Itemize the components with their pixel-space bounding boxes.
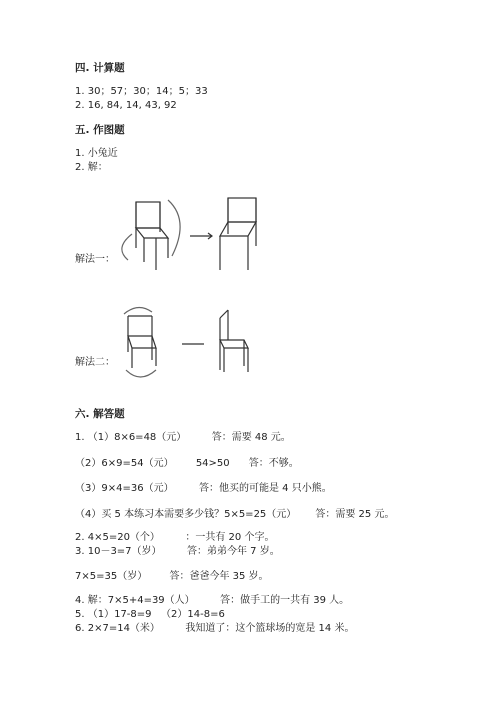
section4-line-1: 1. 30；57；30；14；5；33 xyxy=(75,86,208,97)
section4-line-2: 2. 16, 84, 14, 43, 92 xyxy=(75,100,177,111)
right-chair-icon xyxy=(220,310,248,372)
left-chair-icon xyxy=(128,316,156,368)
answer-line-6: 3. 10－3=7（岁） 答：弟弟今年 7 岁。 xyxy=(75,546,280,557)
answer-line-7: 7×5=35（岁） 答：爸爸今年 35 岁。 xyxy=(75,571,269,582)
rotation-arrow-icon xyxy=(126,370,156,377)
right-chair-icon xyxy=(220,198,256,270)
answer-line-1: 1. （1）8×6=48（元） 答：需要 48 元。 xyxy=(75,432,291,443)
answer-line-9: 5. （1）17-8=9 （2）14-8=6 xyxy=(75,609,225,620)
answer-line-4: （4）买 5 本练习本需要多少钱？5×5=25（元） 答：需要 25 元。 xyxy=(75,509,395,520)
method2-label: 解法二： xyxy=(75,357,115,368)
left-chair-icon xyxy=(136,202,168,270)
answer-line-2: （2）6×9=54（元） 54>50 答：不够。 xyxy=(75,458,299,469)
chair-rotation-figure-1 xyxy=(112,190,272,272)
rotation-arrow-icon xyxy=(122,234,132,260)
section5-heading: 五. 作图题 xyxy=(75,124,125,136)
answer-line-10: 6. 2×7=14（米） 我知道了：这个篮球场的宽是 14 米。 xyxy=(75,623,355,634)
section5-line-2: 2. 解： xyxy=(75,162,108,173)
section5-line-1: 1. 小兔近 xyxy=(75,148,118,159)
rotation-arrow-icon xyxy=(168,200,180,256)
answer-line-8: 4. 解：7×5+4=39（人） 答：做手工的一共有 39 人。 xyxy=(75,595,350,606)
answer-line-5: 2. 4×5=20（个） ：一共有 20 个字。 xyxy=(75,532,275,543)
rotation-arrow-icon xyxy=(124,307,152,314)
method1-label: 解法一： xyxy=(75,254,115,265)
chair-rotation-figure-2 xyxy=(112,304,272,382)
section6-heading: 六. 解答题 xyxy=(75,408,125,420)
answer-line-3: （3）9×4=36（元） 答：他买的可能是 4 只小熊。 xyxy=(75,483,332,494)
section4-heading: 四. 计算题 xyxy=(75,62,125,74)
